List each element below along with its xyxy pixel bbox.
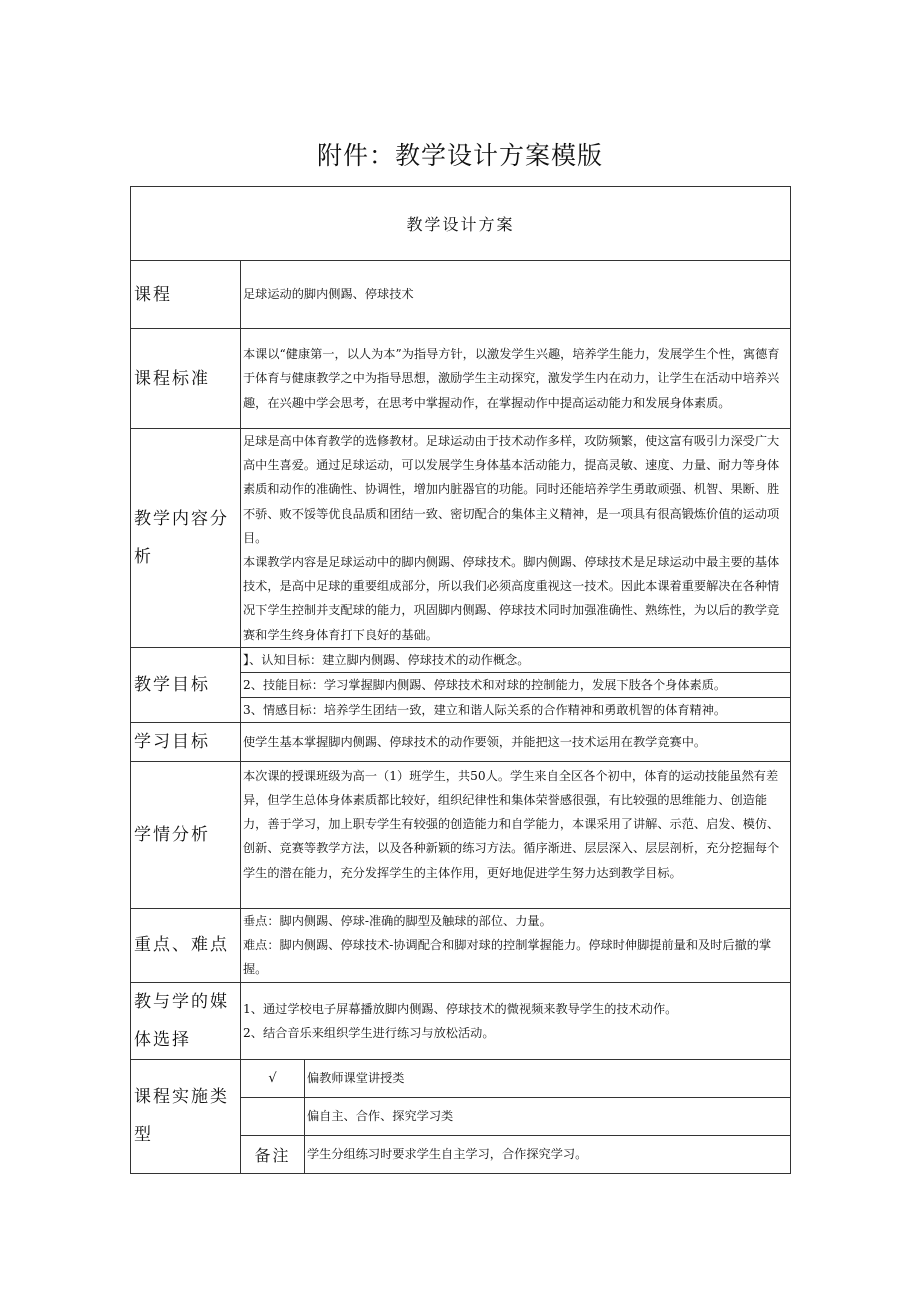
label-key-points: 重点、难点 [131,908,241,982]
row-student-analysis [131,761,791,908]
row-standard [131,329,791,429]
label-note: 备注 [241,1135,305,1173]
implementation-option: 偏自主、合作、探究学习类 [305,1097,791,1135]
label-media: 教与学的媒体选择 [131,982,241,1059]
implementation-option: 偏教师课堂讲授类 [305,1059,791,1097]
value-course: 足球运动的脚内侧踢、停球技术 [241,261,791,329]
value-key-points [241,908,791,982]
teaching-goal-item: 2、技能目标：学习掌握脚内侧踢、停球技术和对球的控制能力，发展下肢各个身体素质。 [241,672,791,697]
media-item: 1、通过学校电子屏幕播放脚内侧踢、停球技术的微视频来教导学生的技术动作。 [243,1001,678,1016]
label-standard: 课程标准 [131,329,241,429]
table-header-row [131,187,791,261]
label-teaching-goals: 教学目标 [131,647,241,722]
key-point-text: 垂点：脚内侧踢、停球-准确的脚型及触球的部位、力量。 [243,914,552,929]
label-learning-goals: 学习目标 [131,722,241,761]
row-content-analysis [131,429,791,648]
content-analysis-para-2: 本课教学内容是足球运动中的脚内侧踢、停球技术。脚内侧踢、停球技术是足球运动中最主要的基体技术，是高中足球的重要组成部分，所以我们必须高度重视这一技术。因此本课着重要解决在各种情况下学生控制并支配球的能力，巩固脚内侧踢、停球技术同时加强准确性、熟练性，为以后的教学竞赛和学生终身体育打下良好的基础。 [243,555,780,642]
media-item: 2、结合音乐来组织学生进行练习与放松活动。 [243,1025,495,1040]
value-media [241,982,791,1059]
value-student-analysis: 本次课的授课班级为高一（1）班学生，共50人。学生来自全区各个初中，体育的运动技能虽然有差异，但学生总体身体素质都比较好，组织纪律性和集体荣誉感很强，有比较强的思维能力、创造能力，善于学习，加上职专学生有较强的创造能力和自学能力，本课采用了讲解、示范、启发、模仿、创新、竞赛等教学方法，以及各种新颖的练习方法。循序渐进、层层深入、层层剖析，充分挖掘每个学生的潜在能力，充分发挥学生的主体作用，更好地促进学生努力达到教学目标。 [241,761,791,908]
page-title: 附件：教学设计方案模版 [316,141,603,170]
value-learning-goals: 使学生基本掌握脚内侧踢、停球技术的动作要领，并能把这一技术运用在教学竞赛中。 [241,722,791,761]
difficulty-text: 难点：脚内侧踢、停球技术-协调配合和脚对球的控制掌握能力。停球时伸脚提前量和及时后撤的掌握。 [243,938,772,977]
teaching-goal-item: 】、认知目标：建立脚内侧踢、停球技术的动作概念。 [241,647,791,672]
row-implementation-1 [131,1059,791,1097]
teaching-goal-item: 3、情感目标：培养学生团结一致，建立和谐人际关系的合作精神和勇敢机智的体育精神。 [241,697,791,722]
value-note: 学生分组练习时要求学生自主学习，合作探究学习。 [305,1135,791,1173]
value-content-analysis [241,429,791,648]
value-standard: 本课以“健康第一，以人为本”为指导方针，以激发学生兴趣，培养学生能力，发展学生个性，寓德育于体育与健康教学之中为指导思想，激励学生主动探究，激发学生内在动力，让学生在活动中培养兴趣，在兴趣中学会思考，在思考中掌握动作，在掌握动作中提高运动能力和发展身体素质。 [241,329,791,429]
row-media [131,982,791,1059]
content-analysis-para-1: 足球是高中体育教学的选修教材。足球运动由于技术动作多样，攻防频繁，使这富有吸引力深受广大高中生喜爱。通过足球运动，可以发展学生身体基本活动能力，提高灵敏、速度、力量、耐力等身体素质和动作的准确性、协调性，增加内脏器官的功能。同时还能培养学生勇敢顽强、机智、果断、胜不骄、败不馁等优良品质和团结一致、密切配合的集体主义精神，是一项具有很高锻炼价值的运动项目。 [243,434,780,545]
checkmark-cell [241,1097,305,1135]
label-content-analysis: 教学内容分析 [131,429,241,648]
row-course [131,261,791,329]
row-learning-goals [131,722,791,761]
row-key-points [131,908,791,982]
checkmark-cell: √ [241,1059,305,1097]
row-teaching-goal-1 [131,647,791,672]
label-implementation: 课程实施类型 [131,1059,241,1173]
label-course: 课程 [131,261,241,329]
table-title: 教学设计方案 [131,187,791,261]
teaching-design-table [130,186,791,1174]
label-student-analysis: 学情分析 [131,761,241,908]
